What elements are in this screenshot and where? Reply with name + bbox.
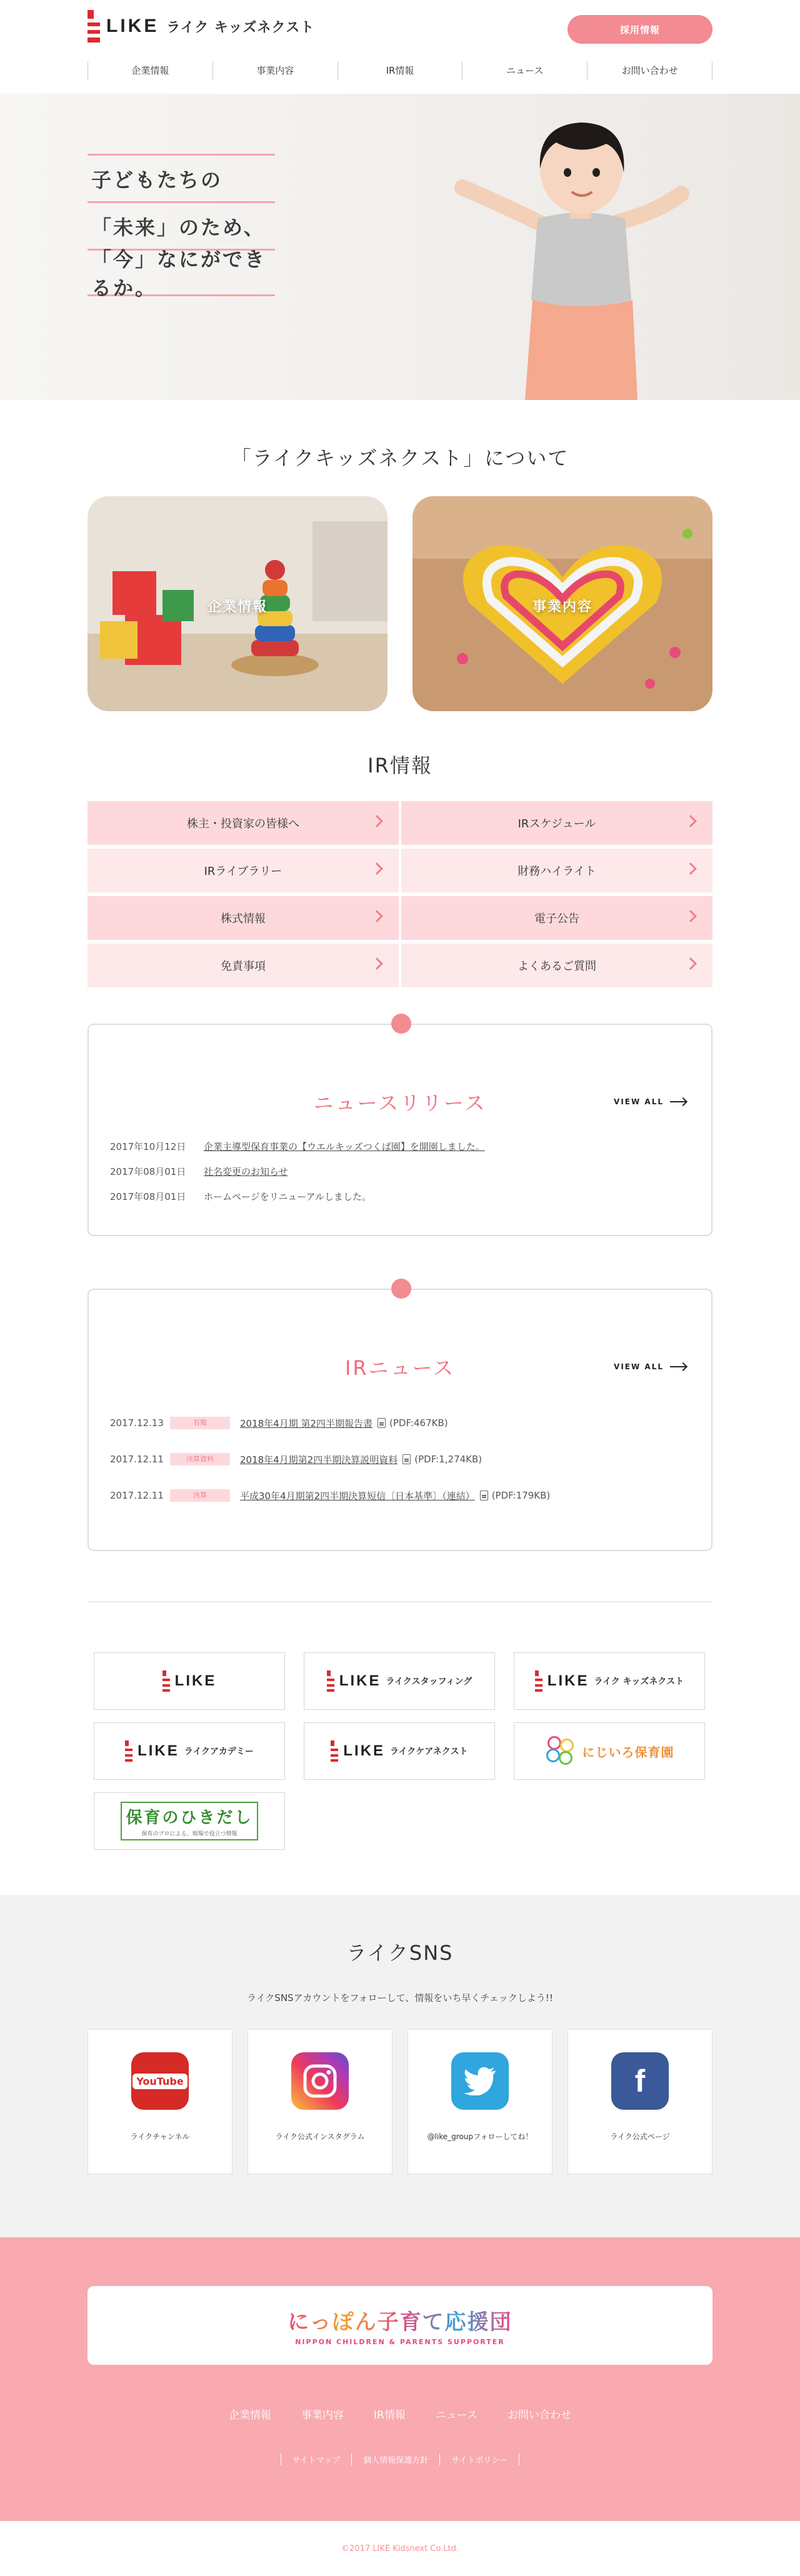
- ir-news-link[interactable]: 平成30年4月期第2四半期決算短信〔日本基準〕（連結）: [240, 1490, 475, 1502]
- group-link-staffing[interactable]: [304, 1652, 495, 1710]
- group-logo-text: LIKE: [174, 1672, 217, 1689]
- site-footer: [0, 2237, 800, 2521]
- footer-nav-business[interactable]: 事業内容: [301, 2409, 344, 2422]
- chevron-right-icon: [371, 910, 383, 922]
- hoiku-sub-text: 保育のプロによる、現場で役立つ情報: [141, 1831, 238, 1837]
- facebook-icon: [611, 2052, 669, 2110]
- ir-title: IR情報: [368, 754, 432, 777]
- news-date: 2017年08月01日: [110, 1191, 186, 1202]
- hero-line-2: 「未来」のため、: [88, 201, 275, 249]
- news-release-header: [89, 1087, 711, 1125]
- sns-cards: [88, 2029, 712, 2174]
- chevron-right-icon: [371, 862, 383, 875]
- like-logo-mark: [162, 1670, 170, 1692]
- news-row: [110, 1134, 711, 1159]
- kosodate-ouendan-banner[interactable]: [88, 2286, 712, 2365]
- ir-news-view-all-link[interactable]: [614, 1362, 686, 1371]
- instagram-icon: [291, 2052, 349, 2110]
- news-link[interactable]: 企業主導型保育事業の【ウエルキッズつくば園】を開園しました。: [204, 1141, 485, 1152]
- news-date: 2017年10月12日: [110, 1141, 186, 1152]
- footer-nav-company[interactable]: 企業情報: [229, 2409, 271, 2422]
- hero-copy: [88, 154, 275, 300]
- logo-subtitle: ライク キッズネクスト: [166, 19, 315, 36]
- hero-line-3: 「今」なにができるか。: [88, 249, 275, 296]
- arrow-right-icon: [670, 1101, 686, 1102]
- group-link-nijiiro[interactable]: [514, 1722, 705, 1780]
- file-size: (PDF:179KB): [491, 1490, 551, 1501]
- news-release-title: ニュースリリース: [313, 1091, 487, 1115]
- news-marker-dot: [391, 1279, 411, 1299]
- sns-card-youtube[interactable]: [88, 2029, 232, 2174]
- news-marker-dot: [391, 1014, 411, 1034]
- twitter-icon: [451, 2052, 509, 2110]
- ir-news-title: IRニュース: [344, 1356, 456, 1380]
- news-view-all-link[interactable]: [614, 1097, 686, 1106]
- sns-card-facebook[interactable]: [568, 2029, 712, 2174]
- news-date: 2017.12.13: [110, 1417, 164, 1429]
- nav-business[interactable]: 事業内容: [212, 61, 338, 80]
- nijiiro-logo: [545, 1735, 674, 1767]
- ir-section: [0, 711, 800, 987]
- sns-card-instagram[interactable]: [248, 2029, 392, 2174]
- ir-item-label: 財務ハイライト: [518, 865, 596, 878]
- news-date: 2017.12.11: [110, 1454, 164, 1465]
- nav-news[interactable]: ニュース: [462, 61, 587, 80]
- pdf-icon: [378, 1418, 386, 1428]
- chevron-right-icon: [371, 815, 383, 827]
- sns-section: [0, 1895, 800, 2237]
- group-logo-sub: ライク キッズネクスト: [594, 1677, 684, 1687]
- global-nav: [88, 61, 712, 80]
- ir-item-label: 免責事項: [221, 960, 266, 973]
- ir-item-stock-info[interactable]: [88, 896, 399, 940]
- ir-news-link[interactable]: 2018年4月期第2四半期決算説明資料: [240, 1454, 398, 1465]
- ir-item-label: 株式情報: [221, 912, 266, 926]
- group-link-kidsnext[interactable]: [514, 1652, 705, 1710]
- chevron-right-icon: [684, 910, 697, 922]
- ir-news-row: [110, 1405, 711, 1441]
- ir-news-header: [89, 1352, 711, 1390]
- group-logo-text: LIKE: [138, 1742, 179, 1759]
- footer-sub-links: [0, 2454, 800, 2465]
- like-logo-mark: [535, 1670, 542, 1692]
- company-info-card[interactable]: [88, 496, 388, 711]
- news-row: [110, 1159, 711, 1184]
- ir-news-row: [110, 1441, 711, 1477]
- group-logo-sub: ライクスタッフィング: [386, 1677, 472, 1687]
- ir-news-box: [88, 1289, 712, 1551]
- ir-news-link[interactable]: 2018年4月期 第2四半期報告書: [240, 1417, 373, 1429]
- bird-glyph: [463, 2067, 497, 2095]
- site-logo[interactable]: [88, 10, 314, 42]
- footer-nav-news[interactable]: ニュース: [435, 2409, 478, 2422]
- sns-label: @like_groupフォローしてね！: [427, 2132, 533, 2141]
- group-logo-text: LIKE: [547, 1672, 589, 1689]
- ir-item-schedule[interactable]: [401, 801, 712, 845]
- camera-glyph: [302, 2064, 338, 2099]
- facebook-glyph: f: [634, 2064, 646, 2099]
- group-logo-sub: ライクケアネクスト: [390, 1747, 468, 1757]
- news-release-box: [88, 1024, 712, 1236]
- recruit-button[interactable]: 採用情報: [568, 15, 712, 44]
- group-company-links: [88, 1652, 712, 1850]
- ir-item-faq[interactable]: [401, 944, 712, 987]
- group-logo-text: LIKE: [343, 1742, 386, 1759]
- sns-card-twitter[interactable]: [408, 2029, 552, 2174]
- news-text: ホームページをリニューアルしました。: [204, 1191, 372, 1202]
- youtube-glyph: YouTube: [132, 2074, 187, 2089]
- ir-item-label: よくあるご質問: [518, 960, 596, 973]
- chevron-right-icon: [684, 815, 697, 827]
- category-tag: 決算資料: [170, 1453, 230, 1465]
- hero-banner: [0, 94, 800, 400]
- group-logo-sub: ライクアカデミー: [184, 1747, 254, 1757]
- ir-item-label: 株主・投資家の皆様へ: [187, 817, 299, 831]
- about-cards: [88, 496, 712, 711]
- about-section: [0, 400, 800, 711]
- footer-sitemap-link[interactable]: サイトマップ: [281, 2454, 352, 2465]
- sns-label: ライク公式インスタグラム: [275, 2132, 365, 2141]
- footer-nav: [0, 2406, 800, 2422]
- pdf-icon: [402, 1454, 411, 1464]
- chevron-right-icon: [371, 957, 383, 970]
- group-link-academy[interactable]: [94, 1722, 285, 1780]
- footer-nav-contact[interactable]: お問い合わせ: [507, 2409, 571, 2422]
- ir-news-row: [110, 1477, 711, 1514]
- ir-item-public-notice[interactable]: [401, 896, 712, 940]
- file-size: (PDF:1,274KB): [414, 1454, 482, 1465]
- ouen-main-text: にっぽん子育て応援団: [288, 2305, 512, 2335]
- about-title: 「ライクキッズネクスト」について: [231, 446, 569, 470]
- ir-item-financial-highlights[interactable]: [401, 849, 712, 892]
- group-logo-text: LIKE: [339, 1672, 381, 1689]
- sns-label: ライクチャンネル: [130, 2132, 190, 2141]
- nav-contact[interactable]: お問い合わせ: [587, 61, 712, 80]
- copyright: ©2017 LIKE Kidsnext Co.Ltd.: [341, 2544, 459, 2554]
- business-card[interactable]: [412, 496, 712, 711]
- category-tag: 決算: [170, 1489, 230, 1502]
- site-header: [0, 0, 800, 94]
- news-row: [110, 1184, 711, 1209]
- ir-item-library[interactable]: [88, 849, 399, 892]
- ir-item-label: 電子公告: [534, 912, 579, 926]
- like-logo-mark: [88, 10, 100, 42]
- like-logo-mark: [331, 1740, 338, 1762]
- file-size: (PDF:467KB): [389, 1417, 448, 1429]
- hoiku-main-text: 保育のひきだし: [126, 1809, 253, 1827]
- like-logo-mark: [327, 1670, 334, 1692]
- sns-label: ライク公式ページ: [610, 2132, 670, 2141]
- pdf-icon: [480, 1490, 488, 1500]
- footer-site-policy-link[interactable]: サイトポリシー: [439, 2454, 519, 2465]
- section-divider: [88, 1601, 712, 1602]
- ir-menu-grid: [88, 801, 712, 987]
- business-label: 事業内容: [532, 599, 592, 615]
- news-date: 2017年08月01日: [110, 1166, 186, 1177]
- view-all-label: VIEW ALL: [614, 1362, 664, 1371]
- youtube-icon: [131, 2052, 189, 2110]
- chevron-right-icon: [684, 862, 697, 875]
- nav-ir[interactable]: IR情報: [338, 61, 462, 80]
- group-link-hoiku-hikidashi[interactable]: [94, 1792, 285, 1850]
- ir-item-label: IRライブラリー: [204, 865, 282, 878]
- category-tag: 有報: [170, 1417, 230, 1429]
- arrow-right-icon: [670, 1366, 686, 1367]
- hero-child-photo: [450, 112, 712, 400]
- nijiiro-text: にじいろ保育園: [582, 1744, 674, 1760]
- like-logo-mark: [125, 1740, 132, 1762]
- nav-company[interactable]: 企業情報: [88, 61, 212, 80]
- footer-privacy-link[interactable]: 個人情報保護方針: [351, 2454, 439, 2465]
- ir-item-label: IRスケジュール: [518, 817, 596, 831]
- company-info-label: 企業情報: [207, 599, 268, 615]
- news-link[interactable]: 社名変更のお知らせ: [204, 1166, 288, 1177]
- footer-nav-ir[interactable]: IR情報: [374, 2409, 406, 2422]
- view-all-label: VIEW ALL: [614, 1097, 664, 1106]
- rainbow-circles-icon: [545, 1735, 578, 1767]
- sns-title: ライクSNS: [346, 1941, 454, 1965]
- ir-item-shareholders[interactable]: [88, 801, 399, 845]
- hoiku-hikidashi-logo: [121, 1802, 258, 1840]
- sns-lead: ライクSNSアカウントをフォローして、情報をいち早くチェックしよう!!: [247, 1992, 553, 2004]
- ir-item-disclaimer[interactable]: [88, 944, 399, 987]
- news-date: 2017.12.11: [110, 1490, 164, 1501]
- hero-line-1: 子どもたちの: [88, 154, 275, 201]
- group-link-like[interactable]: [94, 1652, 285, 1710]
- group-link-carenext[interactable]: [304, 1722, 495, 1780]
- ouen-sub-text: NIPPON CHILDREN & PARENTS SUPPORTER: [295, 2338, 505, 2346]
- logo-text: LIKE: [106, 16, 159, 36]
- chevron-right-icon: [684, 957, 697, 970]
